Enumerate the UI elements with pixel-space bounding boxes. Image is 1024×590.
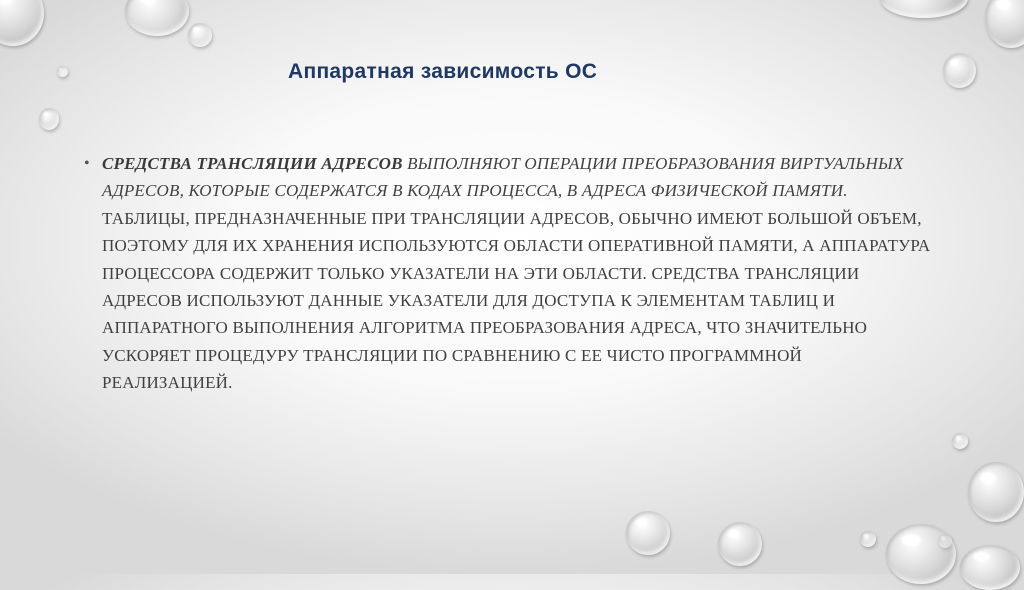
water-drop [880,0,968,18]
bullet-paragraph [102,150,932,397]
water-drop [960,545,1020,590]
water-drop [718,522,762,566]
water-drop [985,0,1024,48]
water-drop [626,511,670,555]
water-drop [57,66,68,77]
water-drop [0,0,44,46]
water-drop [188,23,212,47]
content-body [84,150,944,397]
body-text: ТАБЛИЦЫ, ПРЕДНАЗНАЧЕННЫЕ ПРИ ТРАНСЛЯЦИИ АДРЕСОВ, ОБЫЧНО ИМЕЮТ БОЛЬШОЙ ОБЪЕМ, ПОЭТОМУ ДЛЯ ИХ ХРАНЕНИЯ ИСПОЛЬЗУЮТСЯ ОБЛАСТИ ОПЕРАТИВНОЙ ПАМЯТИ, А АППАРАТУРА ПРОЦЕССОРА СОДЕРЖИТ ТОЛЬКО УКАЗАТЕЛИ НА ЭТИ ОБЛАСТИ. СРЕДСТВА ТРАНСЛЯЦИИ АДРЕСОВ ИСПОЛЬЗУЮТ ДАННЫЕ УКАЗАТЕЛИ ДЛЯ ДОСТУПА К ЭЛЕМЕНТАМ ТАБЛИЦ И АППАРАТНОГО ВЫПОЛНЕНИЯ АЛГОРИТМА ПРЕОБРАЗОВАНИЯ АДРЕСА, ЧТО ЗНАЧИТЕЛЬНО УСКОРЯЕТ ПРОЦЕДУРУ ТРАНСЛЯЦИИ ПО СРАВНЕНИЮ С ЕЕ ЧИСТО ПРОГРАММНОЙ РЕАЛИЗАЦИЕЙ. [102,208,931,393]
water-drop [952,433,968,449]
water-drop [943,53,976,88]
water-drop [39,108,59,130]
water-drop [968,462,1024,522]
water-drop [860,531,876,547]
bullet-item [84,150,944,397]
slide-title: Аппаратная зависимость ОС [288,60,598,83]
water-drop [125,0,189,36]
water-drop [886,524,956,584]
italic-definition: ВЫПОЛНЯЮТ ОПЕРАЦИИ ПРЕОБРАЗОВАНИЯ ВИРТУАЛЬНЫХ АДРЕСОВ, КОТОРЫЕ СОДЕРЖАТСЯ В КОДАХ ПРОЦЕССА, В АДРЕСА ФИЗИЧЕСКОЙ ПАМЯТИ. [102,154,904,201]
bullet-marker: • [84,155,90,172]
key-term: СРЕДСТВА ТРАНСЛЯЦИИ АДРЕСОВ [102,154,403,173]
